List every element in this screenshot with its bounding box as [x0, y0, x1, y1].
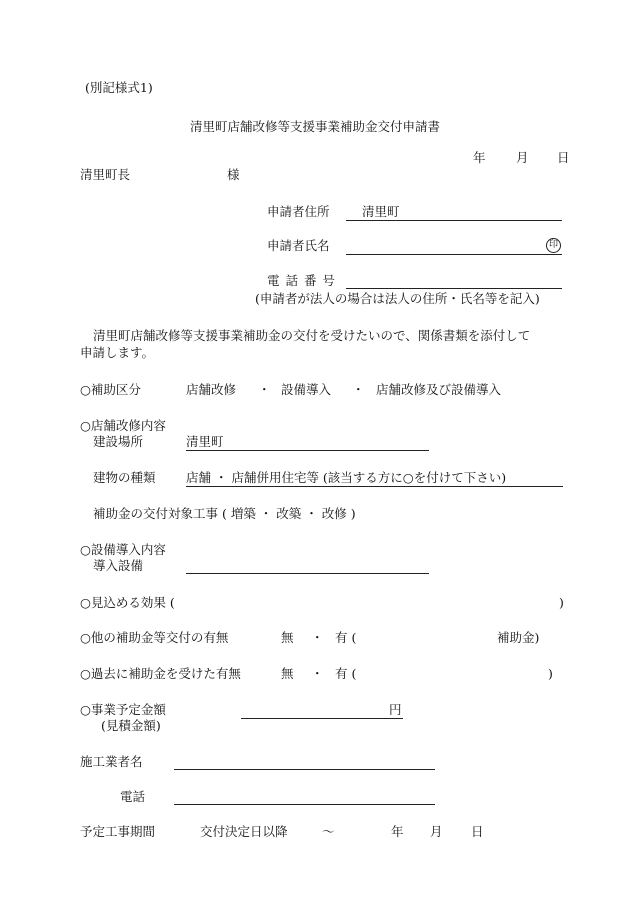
construction-site-value: 清里町: [186, 434, 224, 449]
subsidy-separator-1: ・: [258, 382, 271, 397]
budget-sub-label: (見積金額): [101, 718, 161, 733]
body-line-1: 清里町店舗改修等支援事業補助金の交付を受けたいので、関係書類を添付して: [93, 328, 531, 343]
past-subsidy-yes: 有 (: [335, 666, 357, 681]
date-year: 年: [473, 150, 486, 165]
other-subsidy-close: 補助金): [497, 630, 540, 645]
past-subsidy-dot: ・: [311, 666, 324, 681]
contractor-phone-label: 電話: [120, 789, 146, 804]
period-start: 交付決定日以降: [200, 824, 288, 839]
effect-label: ○見込める効果 (: [80, 595, 175, 610]
applicant-address-label: 申請者住所: [267, 204, 330, 219]
site-underline: [186, 450, 429, 451]
budget-underline: [241, 718, 403, 719]
equipment-underline: [186, 573, 429, 574]
period-month: 月: [430, 824, 443, 839]
address-underline: [346, 220, 562, 221]
date-month: 月: [516, 150, 529, 165]
subsidy-option-renovation: 店舗改修: [186, 382, 237, 397]
form-label: (別記様式1): [85, 80, 153, 95]
contractor-underline: [174, 769, 435, 770]
renovation-heading: ○店舗改修内容: [80, 418, 166, 433]
budget-unit: 円: [389, 702, 402, 717]
other-subsidy-none: 無: [281, 630, 294, 645]
date-day: 日: [557, 150, 570, 165]
addressee-honorific: 様: [227, 167, 240, 182]
name-underline: [346, 254, 562, 255]
applicant-address-value: 清里町: [362, 204, 400, 219]
past-subsidy-label: ○過去に補助金を受けた有無: [80, 666, 241, 681]
other-subsidy-label: ○他の補助金等交付の有無: [80, 630, 229, 645]
budget-label: ○事業予定金額: [80, 702, 166, 717]
document-title: 清里町店舗改修等支援事業補助金交付申請書: [190, 119, 441, 134]
subsidy-work-types: 補助金の交付対象工事 ( 増築 ・ 改築 ・ 改修 ): [93, 506, 356, 521]
period-year: 年: [391, 824, 404, 839]
past-subsidy-close: ): [548, 666, 553, 681]
past-subsidy-none: 無: [281, 666, 294, 681]
period-label: 予定工事期間: [80, 824, 156, 839]
building-type-value: 店舗 ・ 店舗併用住宅等 (該当する方に○を付けて下さい): [186, 470, 507, 485]
subsidy-separator-2: ・: [352, 382, 365, 397]
contractor-label: 施工業者名: [80, 754, 143, 769]
seal-mark: 印: [546, 238, 561, 253]
other-subsidy-dot: ・: [311, 630, 324, 645]
equipment-heading: ○設備導入内容: [80, 542, 166, 557]
building-type-underline: [186, 486, 563, 487]
addressee-name: 清里町長: [80, 167, 131, 182]
subsidy-category-label: ○補助区分: [80, 382, 141, 397]
building-type-label: 建物の種類: [93, 470, 156, 485]
other-subsidy-yes: 有 (: [335, 630, 357, 645]
period-day: 日: [471, 824, 484, 839]
contractor-phone-underline: [174, 804, 435, 805]
applicant-phone-label: 電 話 番 号: [267, 273, 336, 288]
subsidy-option-equipment: 設備導入: [281, 382, 332, 397]
construction-site-label: 建設場所: [93, 434, 144, 449]
phone-underline: [346, 288, 562, 289]
period-tilde: 〜: [322, 824, 335, 839]
effect-close: ): [559, 595, 564, 610]
applicant-name-label: 申請者氏名: [267, 238, 330, 253]
body-line-2: 申請します。: [80, 345, 155, 360]
subsidy-option-both: 店舗改修及び設備導入: [376, 382, 502, 397]
equipment-label: 導入設備: [93, 558, 144, 573]
applicant-note: (申請者が法人の場合は法人の住所・氏名等を記入): [255, 291, 540, 306]
